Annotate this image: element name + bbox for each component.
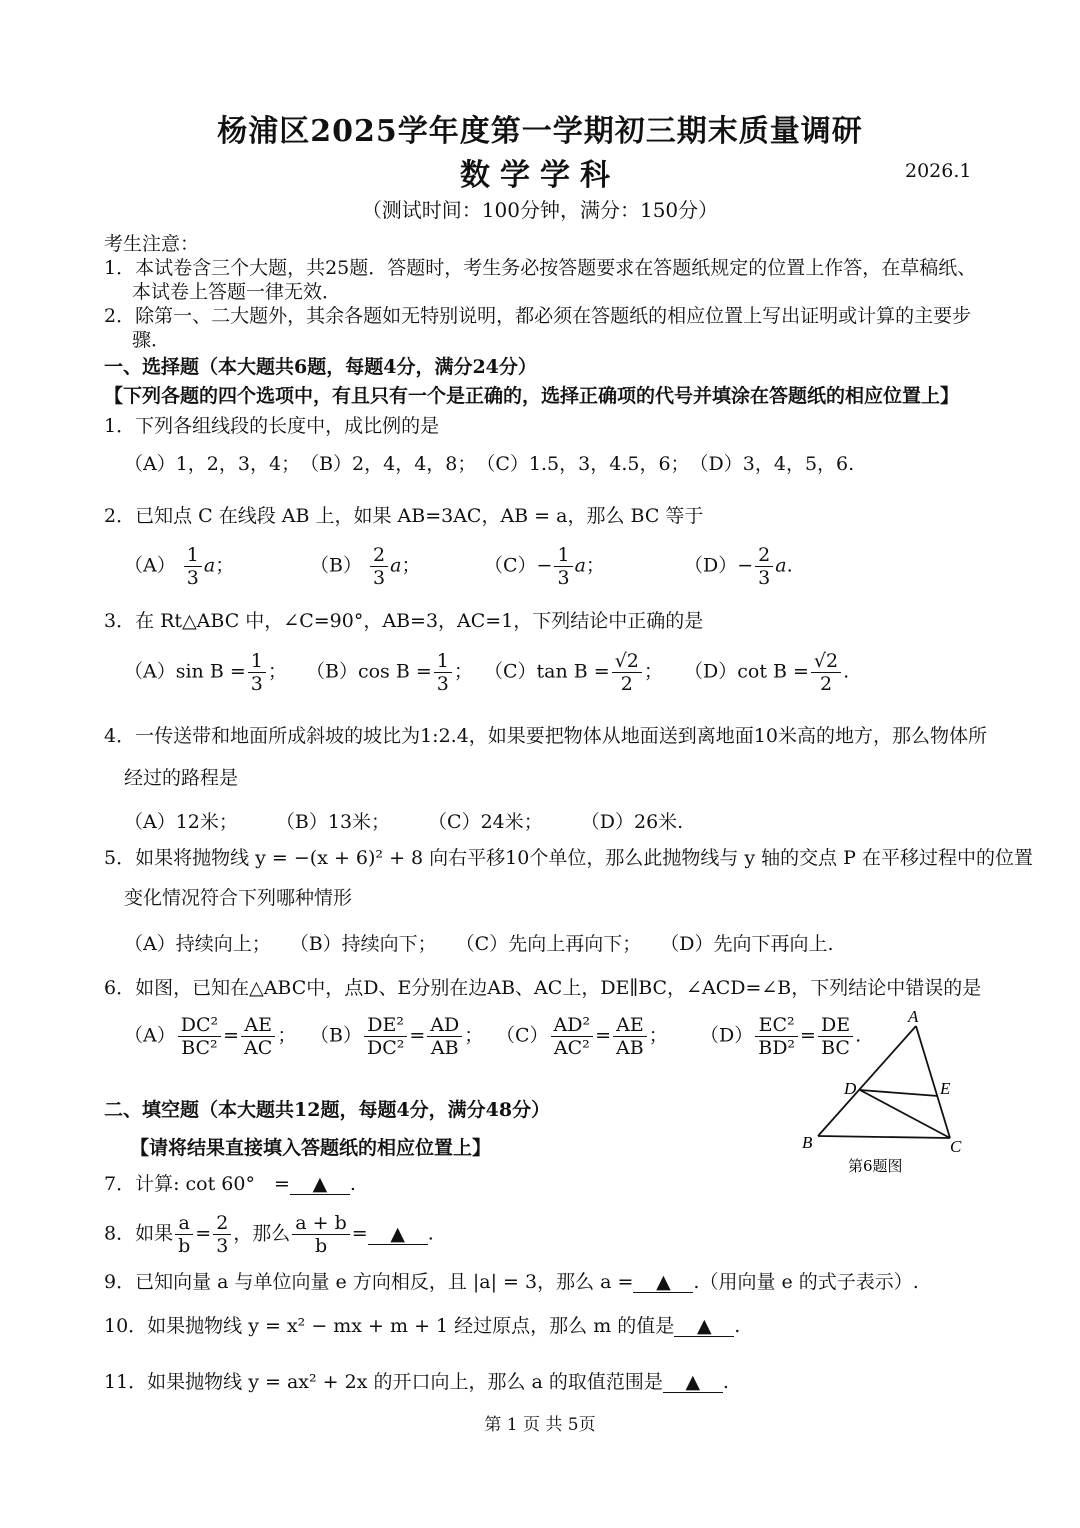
question-5-line-2: 变化情况符合下列哪种情形 <box>124 887 353 909</box>
page-title: 杨浦区2025学年度第一学期初三期末质量调研 <box>217 114 863 149</box>
question-2-option-d: （D）− $\frac{2}{3}$ a. <box>684 544 793 589</box>
question-7: 7．计算: cot 60° = ▲ . <box>104 1173 356 1195</box>
vertex-b-label: B <box>802 1133 813 1152</box>
fraction: $\frac{2}{3}$ <box>370 544 388 589</box>
fraction: $\frac{1}{3}$ <box>184 544 202 589</box>
answer-blank[interactable]: ▲ <box>663 1372 723 1393</box>
option-label: （C） <box>484 554 537 577</box>
question-2-stem: 2．已知点 C 在线段 AB 上，如果 AB=3AC，AB = a，那么 BC 等于 <box>104 505 704 527</box>
question-8-text: 8．如果 <box>104 1222 174 1245</box>
question-4-line-1: 4．一传送带和地面所成斜坡的坡比为1:2.4，如果要把物体从地面送到离地面10米高的地方，那么物体所 <box>104 725 987 747</box>
note-2-line-1: 2．除第一、二大题外，其余各题如无特别说明，都必须在答题纸的相应位置上写出证明或计算的主要步 <box>104 305 972 327</box>
fraction: $\frac{AD}{AB}$ <box>427 1014 462 1059</box>
option-label: （D） <box>700 1024 754 1047</box>
question-4-options: （A）12米； （B）13米； （C）24米； （D）26米. <box>124 811 684 833</box>
section-1-instruction: 【下列各题的四个选项中，有且只有一个是正确的，选择正确项的代号并填涂在答题纸的相应位置上】 <box>104 385 960 407</box>
fraction: $\frac{√2}{2}$ <box>612 650 642 695</box>
question-10-text: 10．如果抛物线 y = x² − mx + m + 1 经过原点，那么 m 的值是 <box>104 1315 675 1337</box>
question-1-stem: 1．下列各组线段的长度中，成比例的是 <box>104 415 440 437</box>
edge-bc <box>818 1136 950 1138</box>
time-info: （测试时间：100分钟，满分：150分） <box>361 198 719 222</box>
vertex-d-label: D <box>844 1079 857 1098</box>
question-6-option-d: （D） $\frac{\text{EC²}}{\text{BD²}}$ = $\frac{DE}{BC}$ . <box>700 1014 862 1059</box>
vertex-a-label: A <box>908 1007 919 1026</box>
question-3-option-a: （A）sin B = $\frac{1}{3}$ ； <box>124 650 287 695</box>
segment-de <box>860 1090 938 1096</box>
fraction: $\frac{1}{3}$ <box>248 650 266 695</box>
note-1-line-2: 本试卷上答题一律无效． <box>132 281 342 303</box>
question-11: 11．如果抛物线 y = ax² + 2x 的开口向上，那么 a 的取值范围是 ▲ . <box>104 1371 729 1393</box>
fraction: $\frac{\text{AD²}}{\text{AC²}}$ <box>551 1014 594 1059</box>
fraction: $\frac{2}{3}$ <box>213 1212 231 1257</box>
question-3-option-c: （C）tan B = $\frac{√2}{2}$ ； <box>484 650 663 695</box>
question-5-options: （A）持续向上； （B）持续向下； （C）先向上再向下； （D）先向下再向上. <box>124 933 834 955</box>
question-6-option-a: （A） $\frac{\text{DC²}}{\text{BC²}}$ = $\frac{AE}{AC}$ ； <box>124 1014 297 1059</box>
segment-dc <box>860 1090 950 1138</box>
question-3-option-b: （B）cos B = $\frac{1}{3}$ ； <box>306 650 473 695</box>
note-2-line-2: 骤． <box>132 329 171 351</box>
section-2-instruction: 【请将结果直接填入答题纸的相应位置上】 <box>130 1137 492 1159</box>
notes-heading: 考生注意： <box>104 233 200 255</box>
fraction: $\frac{2}{3}$ <box>755 544 773 589</box>
option-label: （A）sin B = <box>124 660 246 683</box>
question-3-stem: 3．在 Rt△ABC 中，∠C=90°，AB=3，AC=1，下列结论中正确的是 <box>104 610 704 632</box>
question-7-text: 7．计算: cot 60° = <box>104 1173 290 1195</box>
answer-blank[interactable]: ▲ <box>290 1174 350 1195</box>
fraction: $\frac{1}{3}$ <box>434 650 452 695</box>
fraction: $\frac{1}{3}$ <box>554 544 572 589</box>
answer-blank[interactable]: ▲ <box>368 1224 428 1245</box>
fraction: $\frac{√2}{2}$ <box>811 650 841 695</box>
question-10: 10．如果抛物线 y = x² − mx + m + 1 经过原点，那么 m 的值是 ▲ . <box>104 1315 741 1337</box>
vertex-e-label: E <box>940 1079 951 1098</box>
question-2-option-c: （C）− $\frac{1}{3}$ a； <box>484 544 605 589</box>
option-label: （B）cos B = <box>306 660 432 683</box>
question-6-stem: 6．如图，已知在△ABC中，点D、E分别在边AB、AC上，DE∥BC，∠ACD=∠B，下列结论中错误的是 <box>104 977 982 999</box>
question-4-line-2: 经过的路程是 <box>124 767 239 789</box>
page-footer: 第 1 页 共 5页 <box>484 1415 596 1435</box>
exam-date: 2026.1 <box>905 160 972 182</box>
question-3-option-d: （D）cot B = $\frac{√2}{2}$ . <box>684 650 850 695</box>
triangle-figure <box>790 1004 980 1179</box>
fraction: $\frac{DE}{BC}$ <box>818 1014 853 1059</box>
question-5-line-1: 5．如果将抛物线 y = −(x + 6)² + 8 向右平移10个单位，那么此抛物线与 y 轴的交点 P 在平移过程中的位置 <box>104 847 1034 869</box>
answer-blank[interactable]: ▲ <box>633 1272 693 1293</box>
option-label: （A） <box>124 554 176 577</box>
question-11-text: 11．如果抛物线 y = ax² + 2x 的开口向上，那么 a 的取值范围是 <box>104 1371 663 1393</box>
option-label: （C）tan B = <box>484 660 610 683</box>
question-9: 9．已知向量 a 与单位向量 e 方向相反，且 |a| = 3，那么 a = ▲ .（用向量 e 的式子表示）. <box>104 1271 919 1293</box>
fraction: $\frac{AE}{AB}$ <box>613 1014 647 1059</box>
fraction: $\frac{a}{b}$ <box>175 1212 193 1257</box>
question-6-option-c: （C） $\frac{\text{AD²}}{\text{AC²}}$ = $\frac{AE}{AB}$ ； <box>496 1014 668 1059</box>
option-label: （A） <box>124 1024 176 1047</box>
option-label: （B） <box>310 1024 362 1047</box>
question-1-options: （A）1，2，3，4； （B）2，4，4，8； （C）1.5，3，4.5，6； （D）3，4，5，6. <box>124 453 855 475</box>
fraction: $\frac{\text{DE²}}{\text{DC²}}$ <box>364 1014 407 1059</box>
fraction: $\frac{a + b}{b}$ <box>292 1212 350 1257</box>
edge-ab <box>818 1026 916 1136</box>
question-6-option-b: （B） $\frac{\text{DE²}}{\text{DC²}}$ = $\frac{AD}{AB}$ ； <box>310 1014 484 1059</box>
option-label: （D）cot B = <box>684 660 809 683</box>
answer-blank[interactable]: ▲ <box>674 1316 734 1337</box>
subject-title: 数学学科 <box>460 158 620 193</box>
fraction: $\frac{\text{EC²}}{\text{BD²}}$ <box>755 1014 798 1059</box>
question-2-option-b: （B） $\frac{2}{3}$ a； <box>310 544 421 589</box>
option-label: （D） <box>684 554 738 577</box>
question-8: 8．如果 $\frac{a}{b}$ = $\frac{2}{3}$ ，那么 $\frac{a + b}{b}$ = ▲ . <box>104 1212 434 1257</box>
figure-caption: 第6题图 <box>848 1157 903 1175</box>
question-9-text: 9．已知向量 a 与单位向量 e 方向相反，且 |a| = 3，那么 a = <box>104 1271 634 1293</box>
fraction: $\frac{\text{DC²}}{\text{BC²}}$ <box>178 1014 221 1059</box>
section-1-heading: 一、选择题（本大题共6题，每题4分，满分24分） <box>104 356 537 378</box>
question-2-option-a: （A） $\frac{1}{3}$ a； <box>124 544 235 589</box>
option-label: （B） <box>310 554 362 577</box>
note-1-line-1: 1．本试卷含三个大题，共25题．答题时，考生务必按答题要求在答题纸规定的位置上作答，在草稿纸、 <box>104 257 977 279</box>
section-2-heading: 二、填空题（本大题共12题，每题4分，满分48分） <box>104 1099 551 1121</box>
vertex-c-label: C <box>950 1137 962 1156</box>
option-label: （C） <box>496 1024 549 1047</box>
fraction: $\frac{AE}{AC}$ <box>241 1014 275 1059</box>
